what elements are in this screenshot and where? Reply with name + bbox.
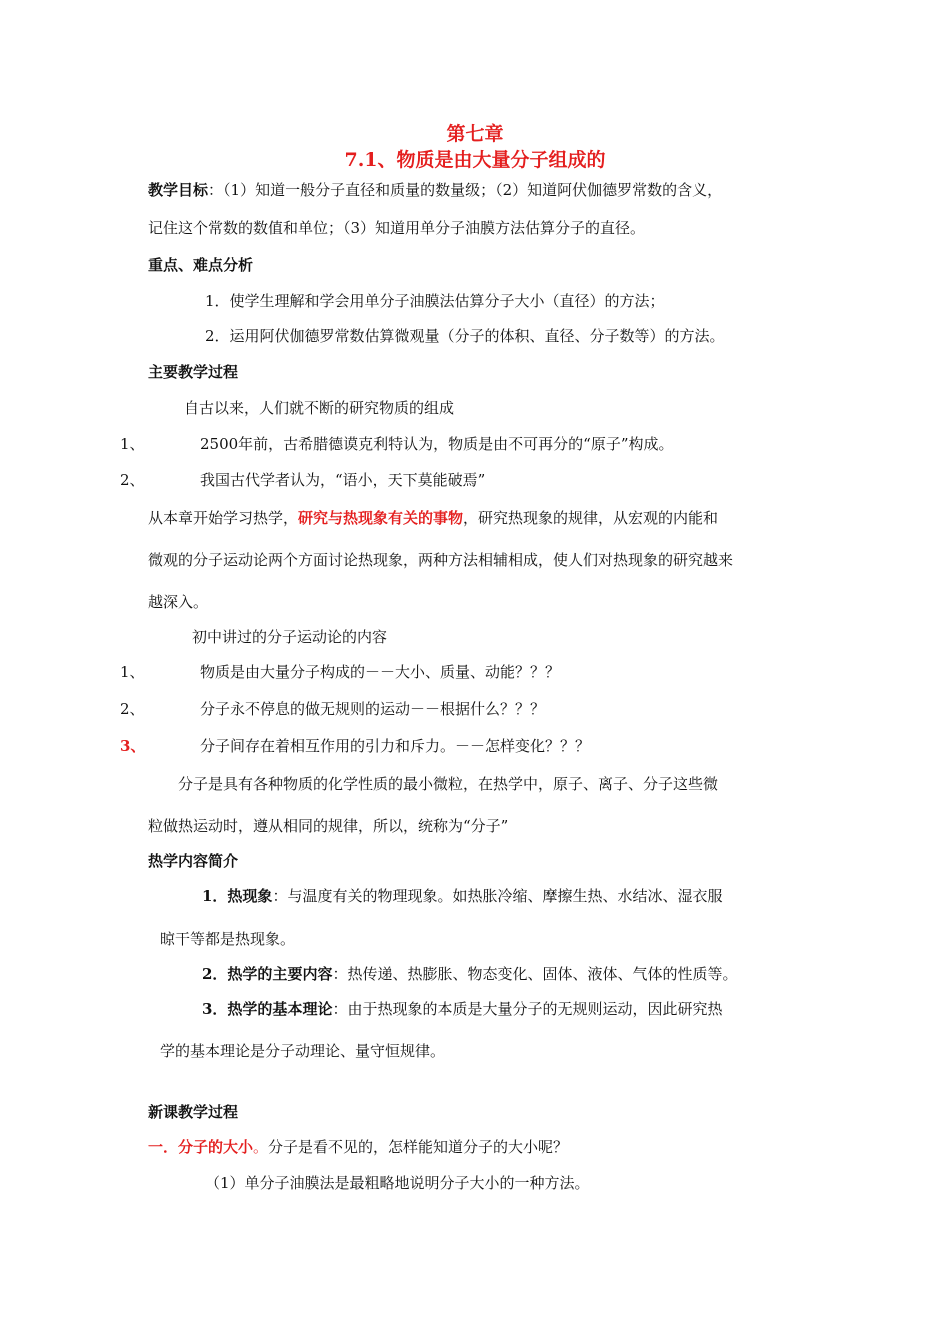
thermo-item-1-line-2: 晾干等都是热现象。: [160, 930, 296, 948]
objectives-label: 教学目标: [148, 181, 209, 199]
thermo-item-3-text: ：由于热现象的本质是大量分子的无规则运动，因此研究热: [332, 1000, 723, 1018]
thermo-item-2: [202, 964, 737, 984]
study-paragraph-highlight: 研究与热现象有关的事物: [298, 509, 464, 527]
history-item-number: 1、: [120, 435, 145, 453]
molecule-paragraph-line-1: 分子是具有各种物质的化学性质的最小微粒，在热学中，原子、离子、分子这些微: [178, 775, 719, 793]
objectives-line-1: [148, 180, 722, 200]
thermo-item-1: [202, 886, 722, 906]
study-paragraph-line-3: 越深入。: [148, 593, 209, 611]
section-1-number: 一．: [148, 1138, 179, 1156]
key-point-item: 2．运用阿伏伽德罗常数估算微观量（分子的体积、直径、分子数等）的方法。: [205, 327, 725, 345]
objectives-line-2: 记住这个常数的数值和单位；（3）知道用单分子油膜方法估算分子的直径。: [148, 219, 646, 237]
study-paragraph-start: 从本章开始学习热学，: [148, 509, 299, 527]
junior-item-number: 1、: [120, 663, 145, 681]
junior-item-text: 分子永不停息的做无规则的运动－－根据什么？？？: [200, 700, 546, 718]
thermo-heading: 热学内容简介: [148, 852, 239, 870]
section-1-line: [148, 1137, 568, 1157]
junior-item-number: 2、: [120, 700, 145, 718]
junior-item-text: 分子间存在着相互作用的引力和斥力。－－怎样变化？？？: [200, 737, 591, 755]
junior-item-text: 物质是由大量分子构成的－－大小、质量、动能？？？: [200, 663, 561, 681]
thermo-item-3-label: 3．热学的基本理论: [202, 1000, 333, 1018]
thermo-item-1-label: 1．热现象: [202, 887, 273, 905]
main-process-heading: 主要教学过程: [148, 363, 239, 381]
new-lesson-heading: 新课教学过程: [148, 1103, 239, 1121]
section-1-dot: 。: [253, 1138, 269, 1156]
study-paragraph-line-1: [148, 508, 718, 528]
junior-item-number: 3、: [120, 737, 146, 755]
history-item-number: 2、: [120, 471, 145, 489]
thermo-item-3-line-2: 学的基本理论是分子动理论、量守恒规律。: [160, 1042, 446, 1060]
key-points-heading: 重点、难点分析: [148, 256, 254, 274]
main-process-intro: 自古以来，人们就不断的研究物质的组成: [184, 399, 455, 417]
history-item-text: 2500年前，古希腊德谟克利特认为，物质是由不可再分的“原子”构成。: [200, 435, 674, 453]
junior-intro: 初中讲过的分子运动论的内容: [192, 628, 388, 646]
section-1-text: 分子是看不见的，怎样能知道分子的大小呢？: [268, 1138, 569, 1156]
method-1: （1）单分子油膜法是最粗略地说明分子大小的一种方法。: [205, 1174, 590, 1192]
history-item-text: 我国古代学者认为，“语小，天下莫能破焉”: [200, 471, 486, 489]
thermo-item-1-text: ：与温度有关的物理现象。如热胀冷缩、摩擦生热、水结冰、湿衣服: [272, 887, 723, 905]
chapter-title: 第七章: [446, 123, 504, 145]
study-paragraph-line-2: 微观的分子运动论两个方面讨论热现象，两种方法相辅相成，使人们对热现象的研究越来: [148, 551, 734, 569]
objectives-text-1: （1）知道一般分子直径和质量的数量级；（2）知道阿伏伽德罗常数的含义，: [223, 181, 723, 199]
section-1-label: 分子的大小: [178, 1138, 254, 1156]
lesson-title: 7.1、物质是由大量分子组成的: [344, 149, 606, 171]
thermo-item-3: [202, 999, 722, 1019]
study-paragraph-rest: ，研究热现象的规律，从宏观的内能和: [463, 509, 719, 527]
key-point-item: 1．使学生理解和学会用单分子油膜法估算分子大小（直径）的方法；: [205, 292, 665, 310]
thermo-item-2-label: 2．热学的主要内容: [202, 965, 333, 983]
objectives-colon: ：: [208, 181, 224, 199]
molecule-paragraph-line-2: 粒做热运动时，遵从相同的规律，所以，统称为“分子”: [148, 817, 509, 835]
thermo-item-2-text: ：热传递、热膨胀、物态变化、固体、液体、气体的性质等。: [332, 965, 738, 983]
